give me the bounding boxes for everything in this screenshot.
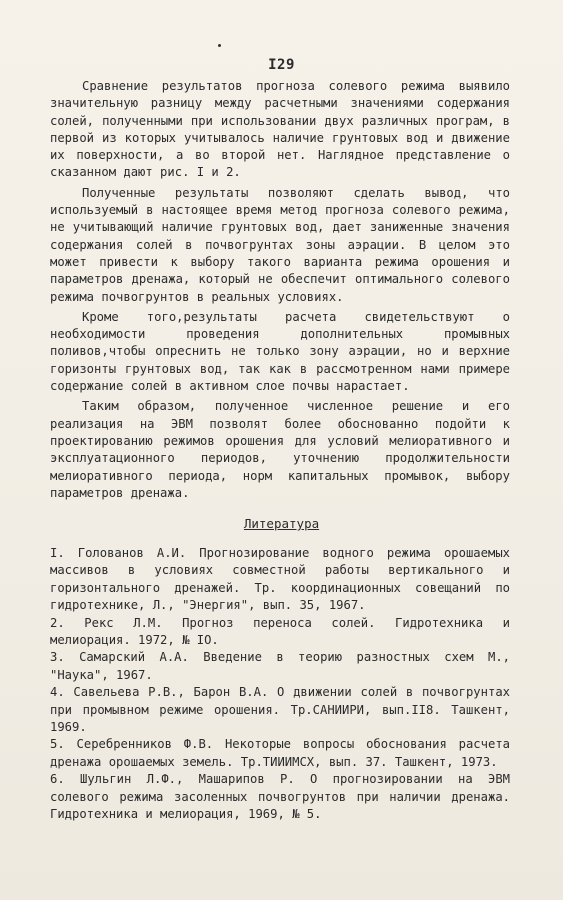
speck-mark: [218, 44, 221, 47]
paragraph-2: Полученные результаты позволяют сделать вывод, что используемый в настоящее время метод прогноза солевого режима, не учитывающий наличие грунтовых вод, дает заниженные значения содержания солей в почвогрунтах зоны аэрации. В целом это может привести к выбору такого варианта режима орошения и параметров дренажа, который не обеспечит оптимального солевого режима почвогрунтов в реальных условиях.: [50, 185, 510, 304]
reference-item: 2. Рекс Л.М. Прогноз переноса солей. Гидротехника и мелиорация. 1972, № IO.: [50, 615, 510, 648]
body-text: [50, 78, 510, 505]
reference-item: 3. Самарский А.А. Введение в теорию разностных схем М., "Наука", 1967.: [50, 650, 510, 682]
references-list: [50, 545, 510, 824]
paragraph-4: Таким образом, полученное численное решение и его реализация на ЭВМ позволят более обоснованно подойти к проектированию режимов орошения для условий мелиоративного и эксплуатационного периодов, уточнению продолжительности мелиоративного периода, норм капитальных промывок, выбору параметров дренажа.: [50, 399, 510, 500]
references-heading: Литература: [243, 516, 320, 531]
reference-item: I. Голованов А.И. Прогнозирование водного режима орошаемых массивов в условиях совместной работы вертикального и горизонтального дренажей. Тр. координационных совещаний по гидротехнике, Л., "Энергия", вып. 35, 1967.: [50, 546, 510, 613]
reference-item: 5. Серебренников Ф.В. Некоторые вопросы обоснования расчета дренажа орошаемых земель. Тр.ТИИИМСХ, вып. 37. Ташкент, 1973.: [50, 737, 510, 769]
reference-item: 4. Савельева Р.В., Барон В.А. О движении солей в почвогрунтах при промывном режиме орошения. Тр.САНИИРИ, вып.II8. Ташкент, 1969.: [50, 685, 510, 735]
paragraph-1: Сравнение результатов прогноза солевого режима выявило значительную разницу между расчетными значениями содержания солей, полученными при использовании двух различных програм, в первой из которых учитывалось наличие грунтовых вод и движение их поверхности, а во второй нет. Наглядное представление о сказанном дают рис. I и 2.: [50, 79, 510, 180]
reference-item: 6. Шульгин Л.Ф., Машарипов Р. О прогнозировании на ЭВМ солевого режима засоленных почвогрунтов при наличии дренажа. Гидротехника и мелиорация, 1969, № 5.: [50, 772, 510, 822]
page-number: I29: [268, 57, 295, 73]
paragraph-3: Кроме того,результаты расчета свидетельствуют о необходимости проведения дополнительных промывных поливов,чтобы опреснить не только зону аэрации, но и верхние горизонты грунтовых вод, так как в рассмотренном нами примере содержание солей в активном слое почвы нарастает.: [50, 309, 510, 394]
